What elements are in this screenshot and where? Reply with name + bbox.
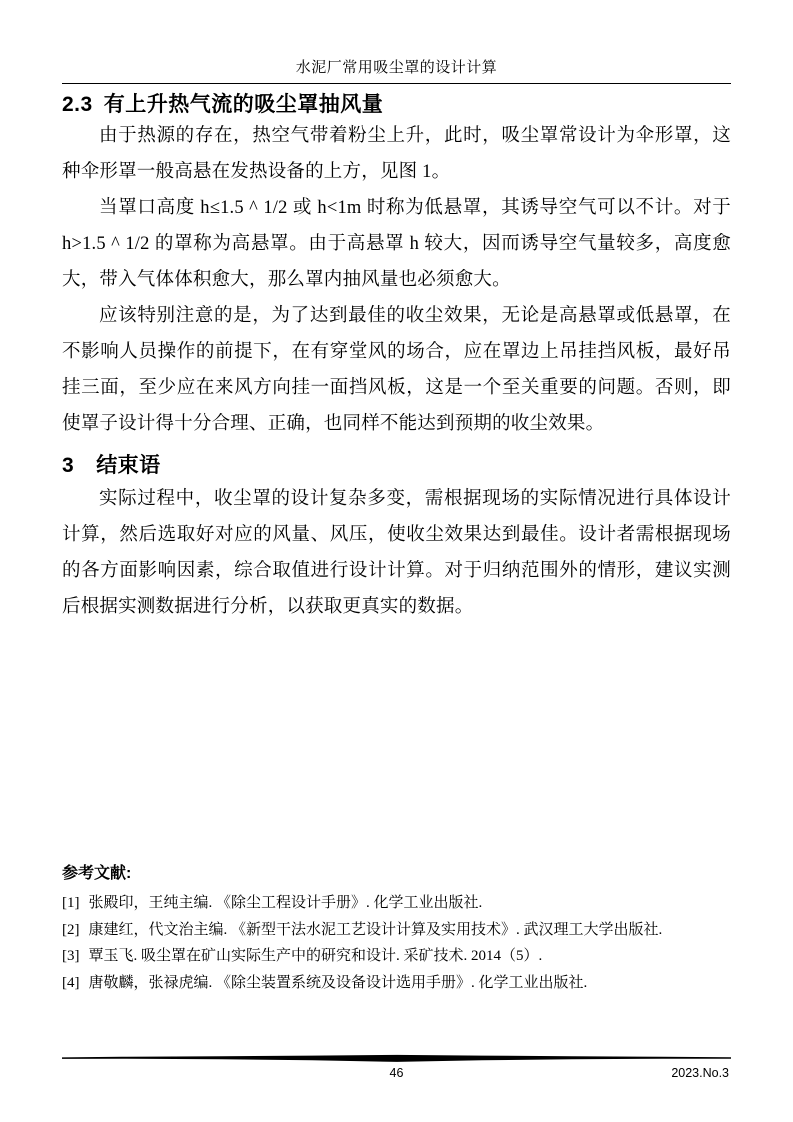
reference-text: 张殿印，王纯主编. 《除尘工程设计手册》. 化学工业出版社. [88,895,483,911]
section-title: 结束语 [96,454,161,477]
page-content [62,0,731,996]
section-heading-3 [62,452,731,479]
section-number: 2.3 [62,93,93,116]
reference-item [62,970,731,997]
footer-rule [62,1054,731,1063]
reference-item [62,890,731,917]
section-3 [62,452,731,625]
section-3-body [62,481,731,625]
paragraph: 实际过程中，收尘罩的设计复杂多变，需根据现场的实际情况进行具体设计计算，然后选取好对应的风量、风压，使收尘效果达到最佳。设计者需根据现场的各方面影响因素，综合取值进行设计计算。对于归纳范围外的情形，建议实测后根据实测数据进行分析，以获取更真实的数据。 [62,489,731,617]
page-number: 46 [389,1066,404,1080]
reference-text: 覃玉飞. 吸尘罩在矿山实际生产中的研究和设计. 采矿技术. 2014（5）. [88,948,543,964]
section-2-3 [62,91,731,442]
references-heading: 参考文献: [62,865,132,882]
references-section [62,863,731,996]
page-footer [62,1054,731,1082]
paragraph: 由于热源的存在，热空气带着粉尘上升，此时，吸尘罩常设计为伞形罩，这种伞形罩一般高悬在发热设备的上方，见图 1。 [62,126,731,182]
section-heading-2-3 [62,91,731,118]
section-title: 有上升热气流的吸尘罩抽风量 [103,93,384,116]
issue-number: 2023.No.3 [671,1066,729,1080]
reference-item [62,943,731,970]
running-head-title: 水泥厂常用吸尘罩的设计计算 [62,0,731,84]
reference-text: 康建红，代文治主编. 《新型干法水泥工艺设计计算及实用技术》. 武汉理工大学出版社. [88,921,663,938]
reference-text: 唐敬麟，张禄虎编. 《除尘装置系统及设备设计选用手册》. 化学工业出版社. [88,974,588,991]
paragraph: 当罩口高度 h≤1.5 ^ 1/2 或 h<1m 时称为低悬罩，其诱导空气可以不计。对于 h>1.5 ^ 1/2 的罩称为高悬罩。由于高悬罩 h 较大，因而诱导空气量较多，高度愈大，带入气体体积愈大，那么罩内抽风量也必须愈大。 [62,198,731,290]
footer-row [62,1064,731,1082]
section-number: 3 [62,454,75,477]
paragraph: 应该特别注意的是，为了达到最佳的收尘效果，无论是高悬罩或低悬罩，在不影响人员操作的前提下，在有穿堂风的场合，应在罩边上吊挂挡风板，最好吊挂三面，至少应在来风方向挂一面挡风板，这是一个至关重要的问题。否则，即使罩子设计得十分合理、正确，也同样不能达到预期的收尘效果。 [62,306,731,434]
reference-label: [2] [62,921,80,938]
reference-item [62,917,731,944]
reference-label: [3] [62,948,80,964]
reference-label: [1] [62,895,80,911]
section-2-3-body [62,118,731,442]
reference-label: [4] [62,974,80,991]
